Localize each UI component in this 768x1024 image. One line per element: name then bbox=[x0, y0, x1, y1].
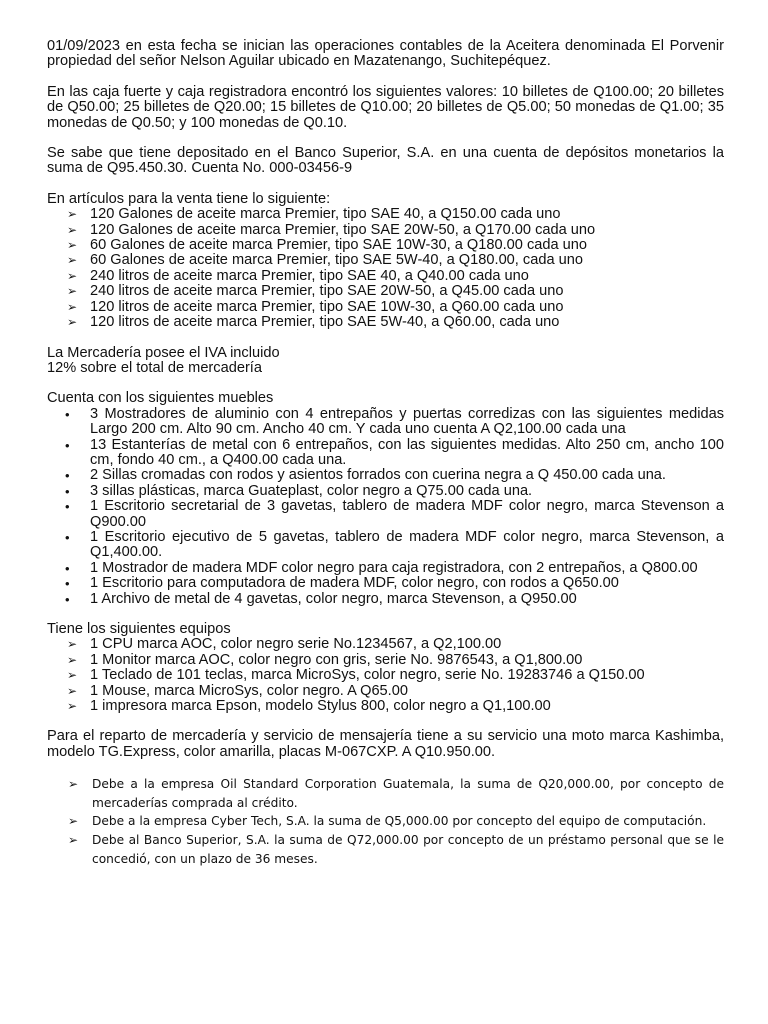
arrow-bullet-icon: ➢ bbox=[67, 253, 78, 268]
muebles-list bbox=[47, 407, 724, 607]
paragraph-caja: En las caja fuerte y caja registradora encontró los siguientes valores: 10 billetes de Q100.00; 20 billetes de Q50.00; 25 billetes de Q20.00; 15 billetes de Q10.00; 20 billetes de Q5.00; 50 monedas de Q1.00; 35 monedas de Q0.50; y 100 monedas de Q0.10. bbox=[47, 83, 724, 131]
arrow-bullet-icon: ➢ bbox=[67, 315, 78, 330]
list-item: • 1 Mostrador de madera MDF color negro para caja registradora, con 2 entrepaños, a Q800.00 bbox=[65, 559, 698, 576]
arrow-bullet-icon: ➢ bbox=[67, 699, 78, 714]
spacer bbox=[47, 131, 724, 146]
dot-bullet-icon: • bbox=[65, 406, 70, 422]
list-item: ➢ Debe al Banco Superior, S.A. la suma de Q72,000.00 por concepto de un préstamo personal que se le concedió, con un plazo de 36 meses. bbox=[68, 833, 724, 866]
dot-bullet-icon: • bbox=[65, 529, 70, 545]
list-item: • 3 sillas plásticas, marca Guateplast, color negro a Q75.00 cada una. bbox=[65, 482, 533, 499]
dot-bullet-icon: • bbox=[65, 576, 70, 592]
paragraph-moto: Para el reparto de mercadería y servicio de mensajería tiene a su servicio una moto marca Kashimba, modelo TG.Express, color amarilla, placas M-067CXP. A Q10.950.00. bbox=[47, 728, 724, 760]
list-item: ➢ 120 Galones de aceite marca Premier, tipo SAE 40, a Q150.00 cada uno bbox=[67, 206, 561, 223]
list-item: ➢ Debe a la empresa Cyber Tech, S.A. la suma de Q5,000.00 por concepto del equipo de computación. bbox=[47, 812, 724, 831]
arrow-bullet-icon: ➢ bbox=[67, 268, 78, 283]
deudas-list bbox=[47, 775, 724, 868]
spacer bbox=[47, 760, 724, 775]
spacer bbox=[47, 376, 724, 391]
arrow-bullet-icon: ➢ bbox=[67, 652, 78, 667]
list-item: ➢ 240 litros de aceite marca Premier, tipo SAE 20W-50, a Q45.00 cada uno bbox=[67, 283, 564, 300]
list-item: ➢ 120 Galones de aceite marca Premier, tipo SAE 20W-50, a Q170.00 cada uno bbox=[67, 221, 596, 238]
list-item: • 13 Estanterías de metal con 6 entrepaños, con las siguientes medidas. Alto 250 cm, ancho 100 cm, fondo 40 cm., a Q400.00 cada una. bbox=[65, 436, 724, 468]
arrow-bullet-icon: ➢ bbox=[68, 777, 79, 792]
dot-bullet-icon: • bbox=[65, 468, 70, 484]
arrow-bullet-icon: ➢ bbox=[67, 683, 78, 698]
spacer bbox=[47, 331, 724, 346]
list-item: ➢ Debe a la empresa Oil Standard Corporation Guatemala, la suma de Q20,000.00, por concepto de mercaderías comprada al crédito. bbox=[68, 777, 724, 810]
spacer bbox=[47, 70, 724, 85]
list-item: • 1 Escritorio ejecutivo de 5 gavetas, tablero de madera MDF color negro, marca Stevenson, a Q1,400.00. bbox=[65, 528, 724, 561]
arrow-bullet-icon: ➢ bbox=[67, 299, 78, 314]
arrow-bullet-icon: ➢ bbox=[68, 814, 79, 829]
arrow-bullet-icon: ➢ bbox=[67, 222, 78, 237]
spacer bbox=[47, 607, 724, 622]
list-item: ➢ 1 CPU marca AOC, color negro serie No.1234567, a Q2,100.00 bbox=[67, 636, 502, 653]
list-item: ➢ 1 Monitor marca AOC, color negro con gris, serie No. 9876543, a Q1,800.00 bbox=[67, 651, 583, 668]
list-item: ➢ 120 litros de aceite marca Premier, tipo SAE 5W-40, a Q60.00, cada uno bbox=[67, 314, 560, 331]
dot-bullet-icon: • bbox=[65, 591, 70, 607]
list-item: ➢ 120 litros de aceite marca Premier, tipo SAE 10W-30, a Q60.00 cada uno bbox=[67, 298, 564, 315]
dot-bullet-icon: • bbox=[65, 560, 70, 576]
arrow-bullet-icon: ➢ bbox=[67, 637, 78, 652]
dot-bullet-icon: • bbox=[65, 483, 70, 499]
spacer bbox=[47, 714, 724, 729]
list-item: ➢ 1 impresora marca Epson, modelo Stylus 800, color negro a Q1,100.00 bbox=[67, 698, 551, 715]
spacer bbox=[47, 177, 724, 192]
iva-line-1: La Mercadería posee el IVA incluido bbox=[47, 344, 280, 361]
list-item: • 1 Escritorio secretarial de 3 gavetas, tablero de madera MDF color negro, marca Stevenson a Q900.00 bbox=[65, 498, 724, 530]
arrow-bullet-icon: ➢ bbox=[68, 833, 79, 848]
equipos-list bbox=[47, 637, 724, 714]
list-item: ➢ 1 Teclado de 101 teclas, marca MicroSys, color negro, serie No. 19283746 a Q150.00 bbox=[67, 667, 645, 684]
paragraph-banco: Se sabe que tiene depositado en el Banco Superior, S.A. en una cuenta de depósitos monetarios la suma de Q95.450.30. Cuenta No. 000-03456-9 bbox=[47, 145, 724, 177]
list-item: ➢ 240 litros de aceite marca Premier, tipo SAE 40, a Q40.00 cada uno bbox=[67, 267, 529, 284]
articulos-list bbox=[47, 207, 724, 330]
dot-bullet-icon: • bbox=[65, 437, 70, 453]
dot-bullet-icon: • bbox=[65, 499, 70, 515]
arrow-bullet-icon: ➢ bbox=[67, 207, 78, 222]
list-item: ➢ 60 Galones de aceite marca Premier, tipo SAE 10W-30, a Q180.00 cada uno bbox=[67, 237, 588, 254]
paragraph-inicio: 01/09/2023 en esta fecha se inician las operaciones contables de la Aceitera denominada El Porvenir propiedad del señor Nelson Aguilar ubicado en Mazatenango, Suchitepéquez. bbox=[47, 38, 724, 70]
iva-line-2: 12% sobre el total de mercadería bbox=[47, 359, 262, 376]
list-item: ➢ 1 Mouse, marca MicroSys, color negro. A Q65.00 bbox=[67, 682, 408, 699]
articulos-heading: En artículos para la venta tiene lo siguiente: bbox=[47, 190, 331, 207]
muebles-heading: Cuenta con los siguientes muebles bbox=[47, 390, 274, 407]
arrow-bullet-icon: ➢ bbox=[67, 668, 78, 683]
equipos-heading: Tiene los siguientes equipos bbox=[47, 621, 231, 637]
arrow-bullet-icon: ➢ bbox=[67, 238, 78, 253]
list-item: • 2 Sillas cromadas con rodos y asientos forrados con cuerina negra a Q 450.00 cada una. bbox=[65, 467, 666, 484]
list-item: • 1 Archivo de metal de 4 gavetas, color negro, marca Stevenson, a Q950.00 bbox=[65, 590, 577, 607]
arrow-bullet-icon: ➢ bbox=[67, 284, 78, 299]
list-item: • 1 Escritorio para computadora de madera MDF, color negro, con rodos a Q650.00 bbox=[65, 575, 619, 592]
list-item: ➢ 60 Galones de aceite marca Premier, tipo SAE 5W-40, a Q180.00, cada uno bbox=[67, 252, 583, 269]
list-item: • 3 Mostradores de aluminio con 4 entrepaños y puertas corredizas con las siguientes medidas Largo 200 cm. Alto 90 cm. Ancho 40 cm. Y cada uno cuenta A Q2,100.00 cada una bbox=[65, 405, 724, 438]
